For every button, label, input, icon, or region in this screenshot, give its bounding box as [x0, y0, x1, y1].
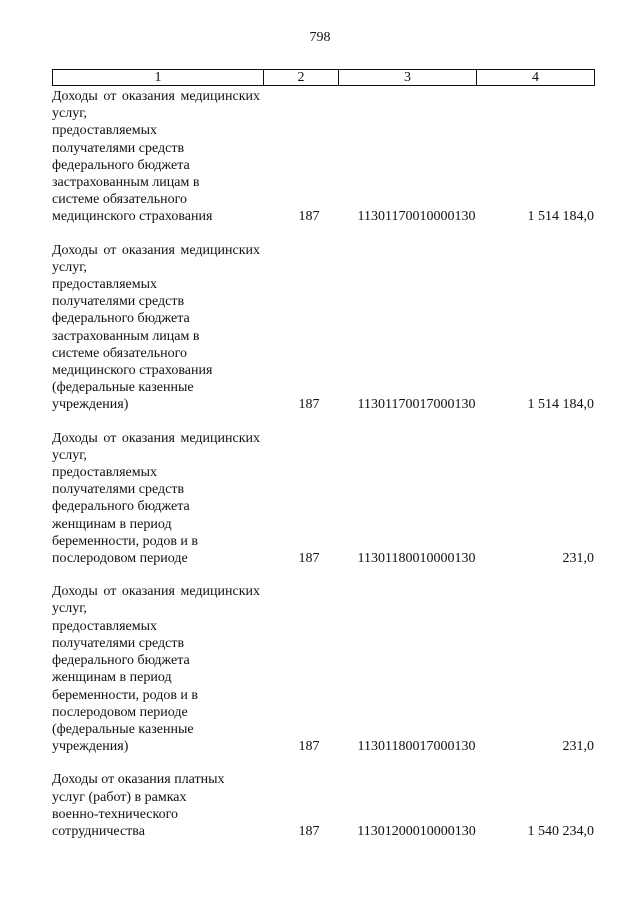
description-line: системе обязательного	[52, 192, 188, 208]
column-header-table	[52, 69, 595, 86]
description-line: Доходы от оказания медицинских услуг,	[52, 242, 260, 275]
column-header-3: 3	[339, 70, 477, 86]
description-line: Доходы от оказания платных	[52, 772, 225, 788]
budget-classification-code: 11301170010000130	[357, 209, 476, 225]
table-row	[52, 430, 594, 568]
description-line: сотрудничества	[52, 823, 145, 839]
description-line: женщинам в период	[52, 670, 172, 686]
column-header-1: 1	[53, 70, 264, 86]
description-line: системе обязательного	[52, 345, 188, 361]
admin-code: 187	[298, 739, 320, 755]
description-line: получателями средств	[52, 294, 185, 310]
description-line: Доходы от оказания медицинских услуг,	[52, 584, 260, 617]
row-description	[52, 430, 260, 568]
budget-classification-code: 11301200010000130	[357, 823, 476, 839]
column-header-4: 4	[477, 70, 595, 86]
table-row	[52, 771, 594, 840]
description-line: военно-технического	[52, 806, 178, 822]
budget-rows	[52, 88, 594, 856]
row-description	[52, 88, 260, 226]
description-line: предоставляемых	[52, 618, 158, 634]
description-line: беременности, родов и в	[52, 533, 199, 549]
description-line: получателями средств	[52, 140, 185, 156]
description-line: (федеральные казенные	[52, 721, 194, 737]
row-description	[52, 242, 260, 414]
description-line: беременности, родов и в	[52, 687, 199, 703]
description-line: федерального бюджета	[52, 311, 190, 327]
page-number: 798	[309, 30, 331, 45]
description-line: получателями средств	[52, 482, 185, 498]
amount: 1 514 184,0	[527, 209, 594, 225]
budget-classification-code: 11301180017000130	[357, 739, 476, 755]
description-line: предоставляемых	[52, 123, 158, 139]
table-row	[52, 242, 594, 414]
row-description	[52, 771, 260, 840]
budget-classification-code: 11301180010000130	[357, 551, 476, 567]
description-line: послеродовом периоде	[52, 551, 188, 567]
amount: 231,0	[562, 739, 594, 755]
description-line: федерального бюджета	[52, 653, 190, 669]
description-line: Доходы от оказания медицинских услуг,	[52, 89, 260, 122]
description-line: предоставляемых	[52, 277, 158, 293]
column-header-2: 2	[264, 70, 339, 86]
budget-classification-code: 11301170017000130	[357, 397, 476, 413]
admin-code: 187	[298, 209, 320, 225]
description-line: федерального бюджета	[52, 499, 190, 515]
description-line: учреждения)	[52, 739, 129, 755]
description-line: медицинского страхования	[52, 363, 213, 379]
admin-code: 187	[298, 551, 320, 567]
description-line: получателями средств	[52, 635, 185, 651]
table-row	[52, 88, 594, 226]
description-line: предоставляемых	[52, 465, 158, 481]
row-description	[52, 583, 260, 755]
description-line: (федеральные казенные	[52, 380, 194, 396]
description-line: федерального бюджета	[52, 157, 190, 173]
description-line: Доходы от оказания медицинских услуг,	[52, 430, 260, 463]
amount: 1 540 234,0	[527, 823, 594, 839]
table-row	[52, 583, 594, 755]
description-line: учреждения)	[52, 397, 129, 413]
admin-code: 187	[298, 397, 320, 413]
description-line: медицинского страхования	[52, 209, 213, 225]
amount: 1 514 184,0	[527, 397, 594, 413]
description-line: послеродовом периоде	[52, 704, 188, 720]
description-line: застрахованным лицам в	[52, 328, 200, 344]
description-line: услуг (работ) в рамках	[52, 789, 187, 805]
amount: 231,0	[562, 551, 594, 567]
description-line: женщинам в период	[52, 516, 172, 532]
description-line: застрахованным лицам в	[52, 175, 200, 191]
admin-code: 187	[298, 823, 320, 839]
